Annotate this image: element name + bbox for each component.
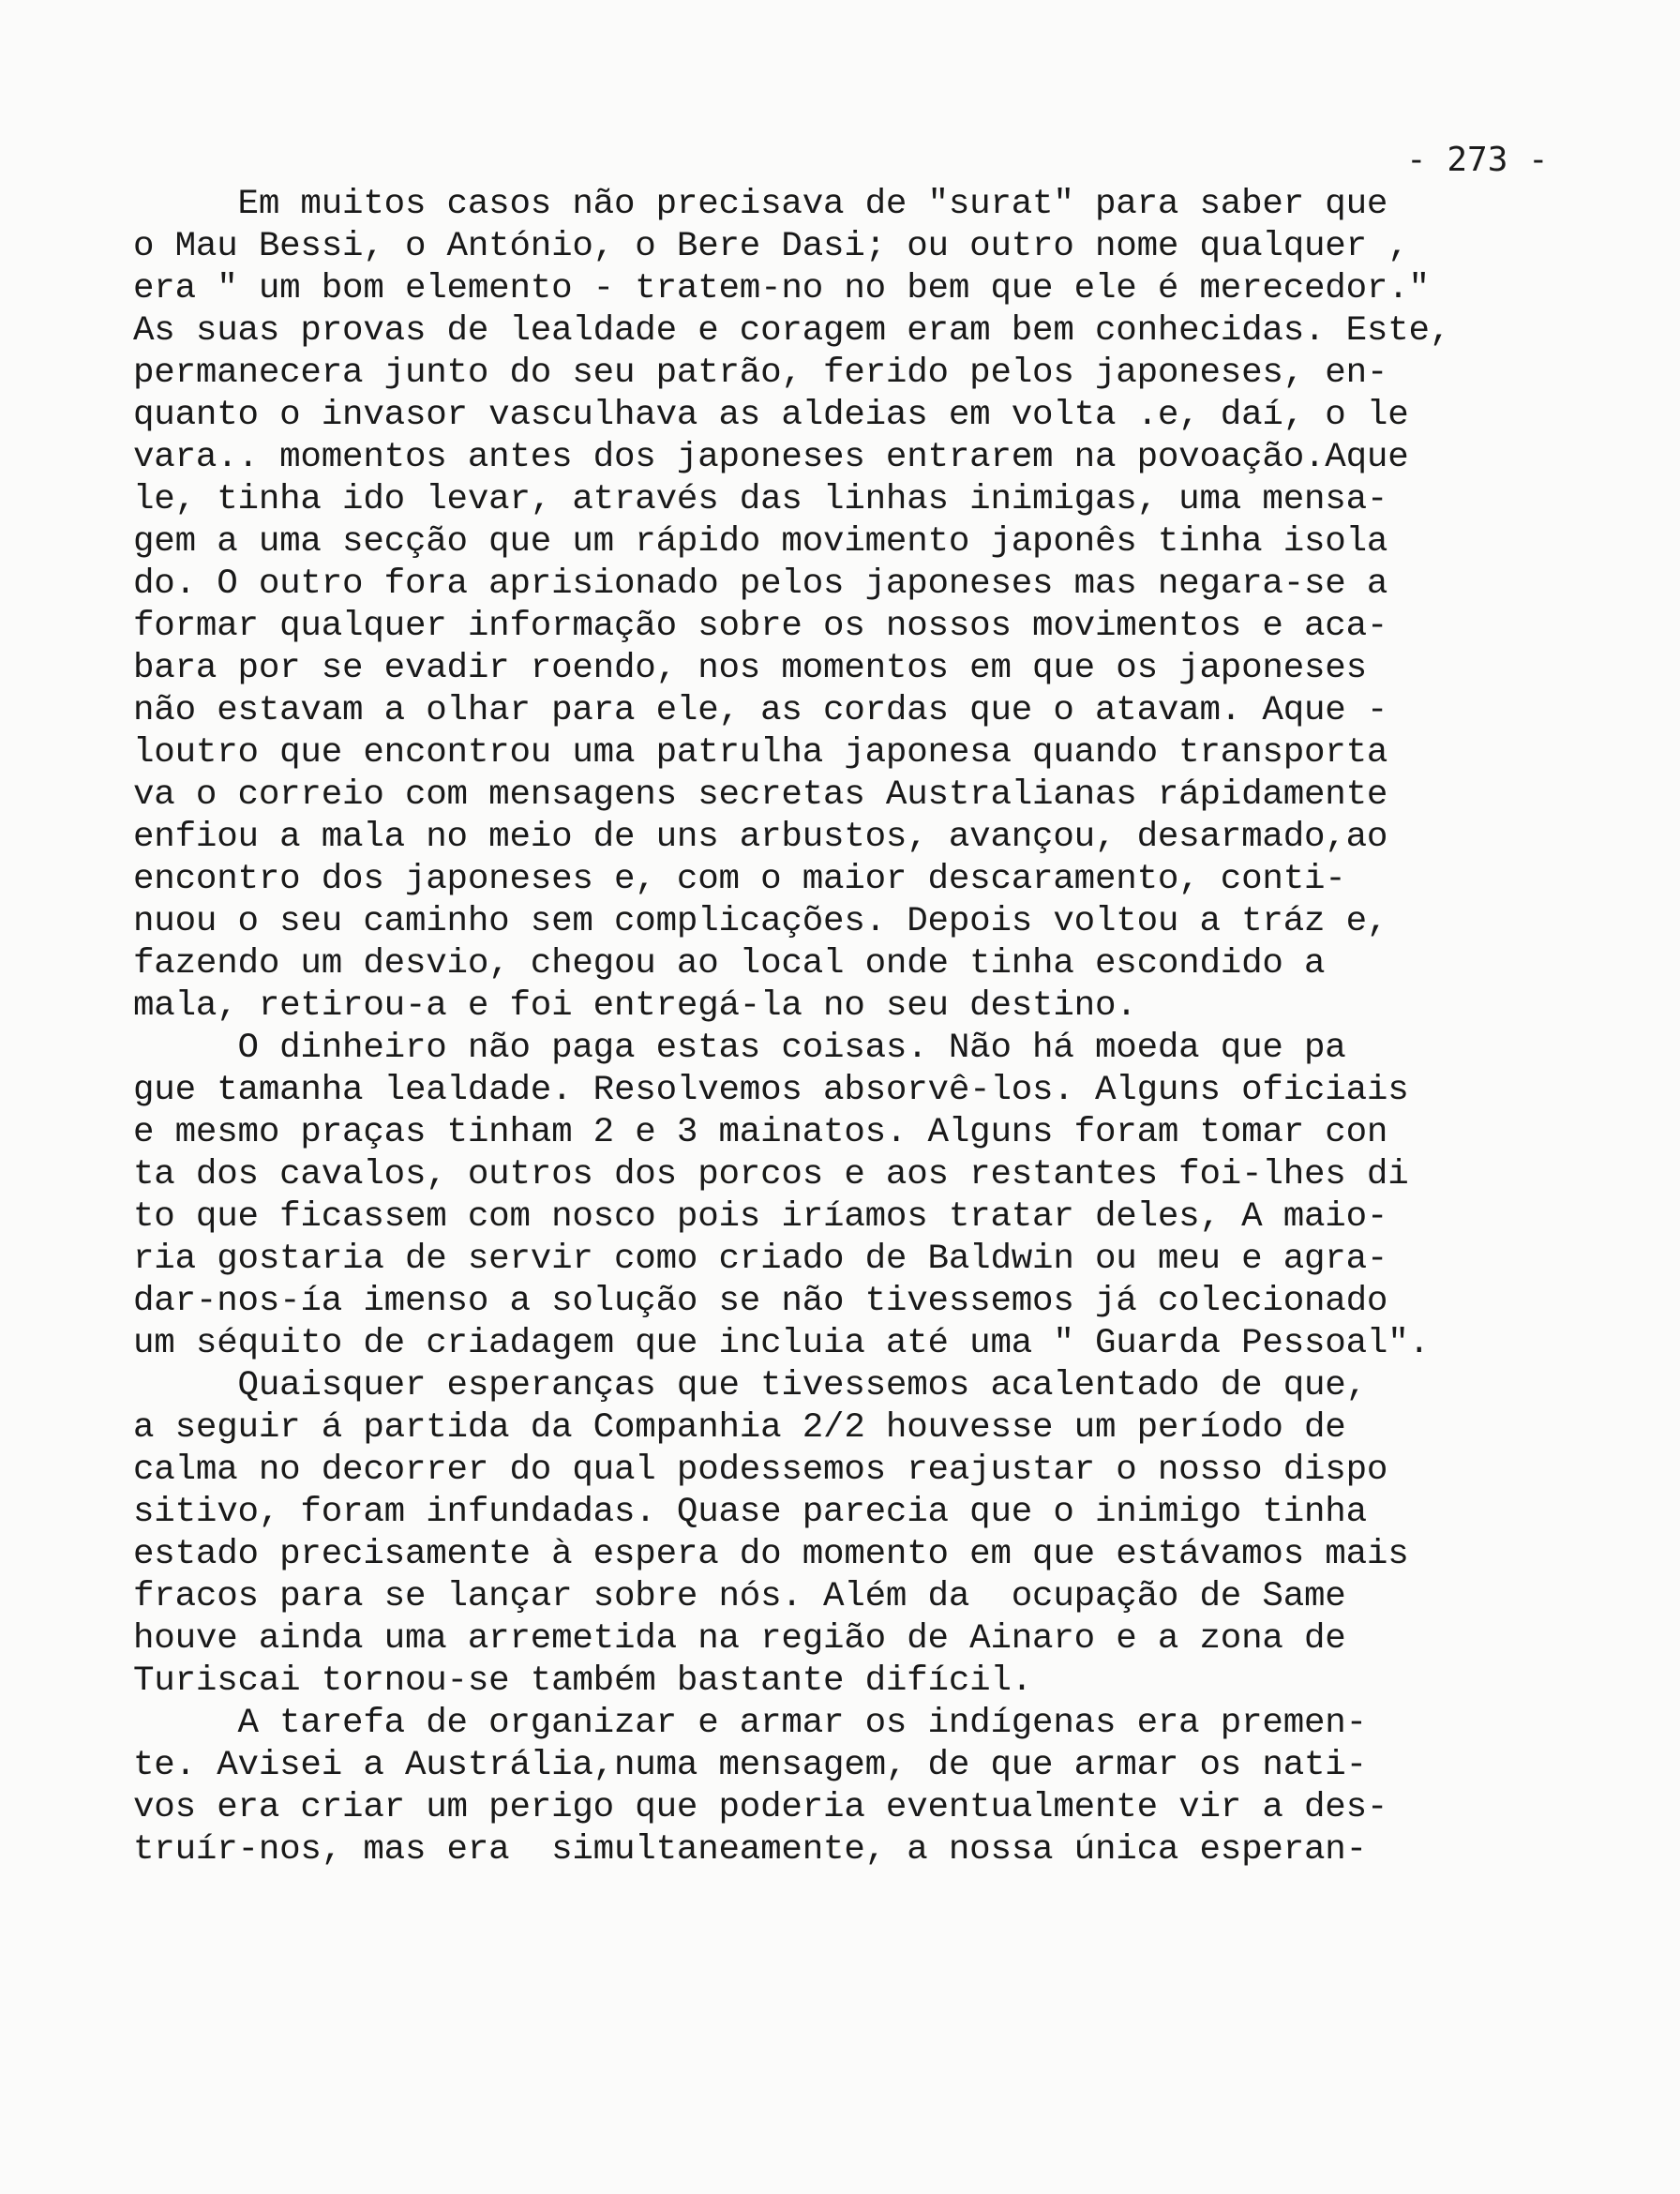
text-line: estado precisamente à espera do momento em que estávamos mais	[133, 1535, 1409, 1574]
text-line: dar-nos-ía imenso a solução se não tivessemos já colecionado	[133, 1282, 1388, 1321]
text-line: o Mau Bessi, o António, o Bere Dasi; ou outro nome qualquer ,	[133, 227, 1409, 266]
text-line: O dinheiro não paga estas coisas. Não há moeda que pa	[133, 1029, 1346, 1068]
text-line: não estavam a olhar para ele, as cordas que o atavam. Aque -	[133, 691, 1388, 730]
text-line: As suas provas de lealdade e coragem eram bem conhecidas. Este,	[133, 311, 1451, 351]
text-line: e mesmo praças tinham 2 e 3 mainatos. Alguns foram tomar con	[133, 1113, 1388, 1152]
text-line: sitivo, foram infundadas. Quase parecia que o inimigo tinha	[133, 1493, 1367, 1532]
text-line: Turiscai tornou-se também bastante difícil.	[133, 1661, 1033, 1701]
text-line: a seguir á partida da Companhia 2/2 houvesse um período de	[133, 1408, 1346, 1448]
text-line: mala, retirou-a e foi entregá-la no seu destino.	[133, 986, 1137, 1026]
text-line: va o correio com mensagens secretas Australianas rápidamente	[133, 775, 1388, 815]
text-line: bara por se evadir roendo, nos momentos em que os japoneses	[133, 649, 1367, 688]
text-line: era " um bom elemento - tratem-no no bem que ele é merecedor."	[133, 269, 1430, 308]
text-line: Quaisquer esperanças que tivessemos acalentado de que,	[133, 1366, 1367, 1405]
text-line: ria gostaria de servir como criado de Baldwin ou meu e agra-	[133, 1240, 1388, 1279]
text-line: to que ficassem com nosco pois iríamos tratar deles, A maio-	[133, 1197, 1388, 1237]
text-line: um séquito de criadagem que incluia até uma " Guarda Pessoal".	[133, 1324, 1430, 1363]
text-line: calma no decorrer do qual podessemos reajustar o nosso dispo	[133, 1450, 1388, 1490]
text-line: quanto o invasor vasculhava as aldeias em volta .e, daí, o le	[133, 396, 1409, 435]
text-line: nuou o seu caminho sem complicações. Depois voltou a tráz e,	[133, 902, 1388, 941]
text-line: gue tamanha lealdade. Resolvemos absorvê-los. Alguns oficiais	[133, 1071, 1409, 1110]
text-line: encontro dos japoneses e, com o maior descaramento, conti-	[133, 860, 1346, 899]
page-number: - 273 -	[1406, 141, 1549, 179]
text-line: fracos para se lançar sobre nós. Além da ocupação de Same	[133, 1577, 1346, 1616]
text-line: fazendo um desvio, chegou ao local onde tinha escondido a	[133, 944, 1326, 984]
text-line: truír-nos, mas era simultaneamente, a nossa única esperan-	[133, 1830, 1367, 1870]
text-line: formar qualquer informação sobre os nossos movimentos e aca-	[133, 607, 1388, 646]
body-text	[133, 184, 1596, 1871]
text-line: gem a uma secção que um rápido movimento japonês tinha isola	[133, 522, 1388, 562]
text-line: loutro que encontrou uma patrulha japonesa quando transporta	[133, 733, 1388, 773]
text-line: ta dos cavalos, outros dos porcos e aos restantes foi-lhes di	[133, 1155, 1409, 1195]
text-line: permanecera junto do seu patrão, ferido pelos japoneses, en-	[133, 353, 1388, 393]
text-line: te. Avisei a Austrália,numa mensagem, de que armar os nati-	[133, 1746, 1367, 1785]
text-line: A tarefa de organizar e armar os indígenas era premen-	[133, 1704, 1367, 1743]
text-line: vos era criar um perigo que poderia eventualmente vir a des-	[133, 1788, 1388, 1827]
text-line: do. O outro fora aprisionado pelos japoneses mas negara-se a	[133, 564, 1388, 604]
text-line: enfiou a mala no meio de uns arbustos, avançou, desarmado,ao	[133, 818, 1388, 857]
text-line: houve ainda uma arremetida na região de Ainaro e a zona de	[133, 1619, 1346, 1659]
text-line: Em muitos casos não precisava de "surat" para saber que	[133, 185, 1388, 224]
text-line: le, tinha ido levar, através das linhas inimigas, uma mensa-	[133, 480, 1388, 519]
text-line: vara.. momentos antes dos japoneses entrarem na povoação.Aque	[133, 438, 1409, 477]
